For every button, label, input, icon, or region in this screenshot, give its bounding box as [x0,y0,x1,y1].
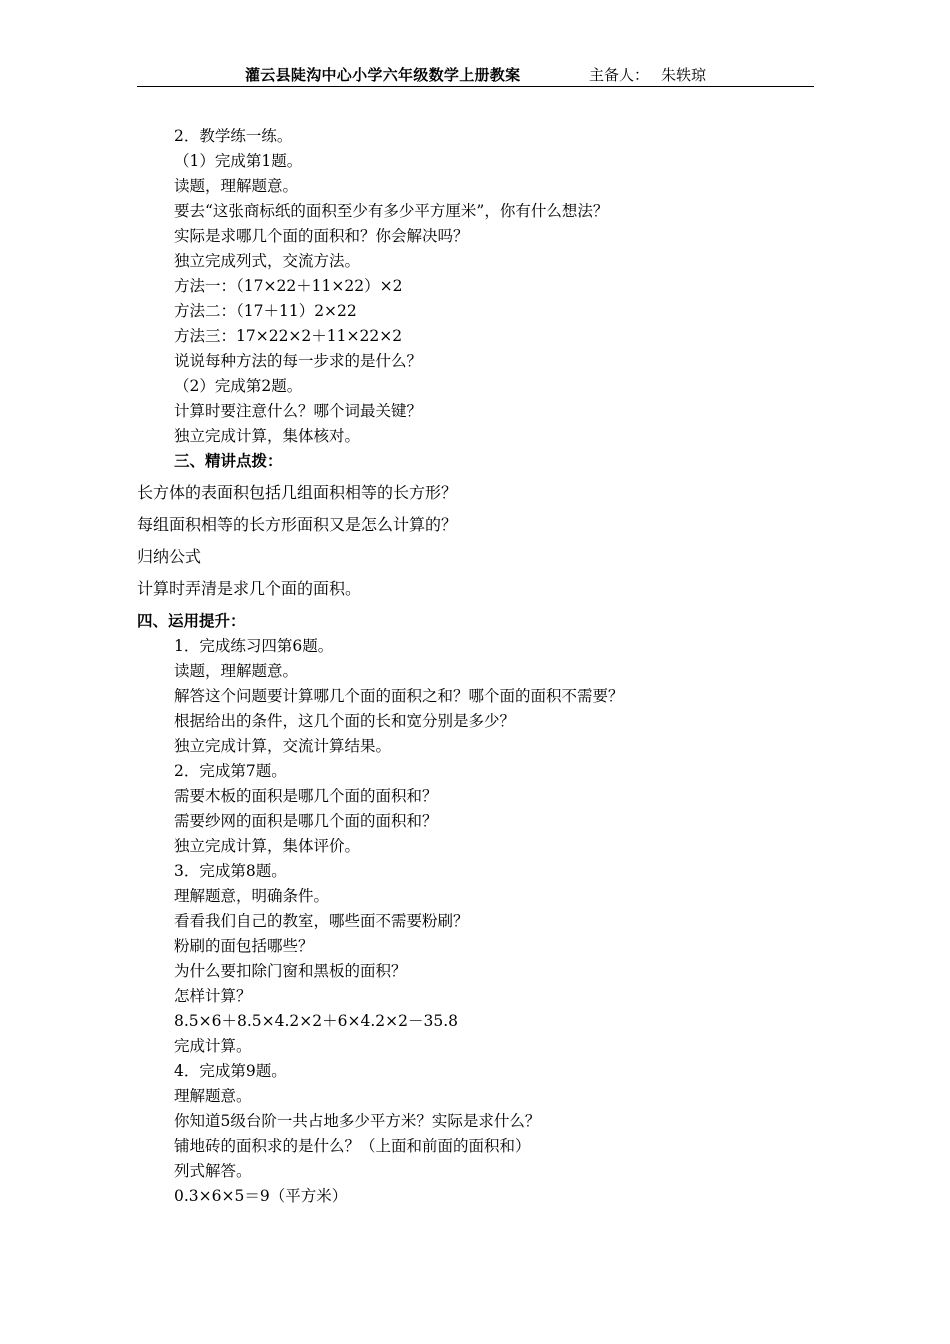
text-line: 方法二：（17＋11）2×22 [174,302,357,320]
document-title: 灌云县陡沟中心小学六年级数学上册教案 [245,66,521,84]
text-line: 看看我们自己的教室，哪些面不需要粉刷？ [174,912,469,930]
text-line: 2．教学练一练。 [174,127,293,145]
text-line: 独立完成计算，交流计算结果。 [174,737,392,755]
text-line: 长方体的表面积包括几组面积相等的长方形？ [137,483,458,502]
text-line: 为什么要扣除门窗和黑板的面积？ [174,962,407,980]
text-line: 怎样计算？ [174,987,252,1005]
text-line: 计算时弄清是求几个面的面积。 [137,579,362,598]
text-line: 理解题意，明确条件。 [174,887,330,905]
text-line: 独立完成列式，交流方法。 [174,252,361,270]
text-line: 粉刷的面包括哪些？ [174,937,314,955]
text-line: 解答这个问题要计算哪几个面的面积之和？哪个面的面积不需要？ [174,687,624,705]
text-line: 0.3×6×5＝9（平方米） [174,1187,348,1205]
author-label: 主备人： [589,66,650,84]
text-line: 理解题意。 [174,1087,252,1105]
text-line: 要去“这张商标纸的面积至少有多少平方厘米”，你有什么想法？ [174,202,609,220]
text-line: 需要纱网的面积是哪几个面的面积和？ [174,812,438,830]
text-line: 计算时要注意什么？哪个词最关键？ [174,402,423,420]
text-line: 根据给出的条件，这几个面的长和宽分别是多少？ [174,712,516,730]
text-line: 8.5×6＋8.5×4.2×2＋6×4.2×2－35.8 [174,1012,458,1030]
text-line: 列式解答。 [174,1162,252,1180]
text-line: （2）完成第2题。 [174,377,303,395]
text-line: 读题，理解题意。 [174,177,299,195]
text-line: 归纳公式 [137,547,202,566]
text-line: （1）完成第1题。 [174,152,303,170]
text-line: 完成计算。 [174,1037,252,1055]
text-line: 1．完成练习四第6题。 [174,637,334,655]
text-line: 需要木板的面积是哪几个面的面积和？ [174,787,438,805]
section-heading: 四、运用提升： [137,612,246,630]
section-heading: 三、精讲点拨： [174,452,283,470]
author-name: 朱轶琼 [661,66,707,84]
text-line: 方法三：17×22×2＋11×22×2 [174,327,403,345]
text-line: 独立完成计算，集体评价。 [174,837,361,855]
text-line: 2．完成第7题。 [174,762,287,780]
text-line: 读题，理解题意。 [174,662,299,680]
text-line: 铺地砖的面积求的是什么？（上面和前面的面积和） [174,1137,531,1155]
text-line: 独立完成计算，集体核对。 [174,427,361,445]
text-line: 你知道5级台阶一共占地多少平方米？实际是求什么？ [174,1112,541,1130]
text-line: 方法一：（17×22＋11×22）×2 [174,277,403,295]
text-line: 4．完成第9题。 [174,1062,287,1080]
text-line: 3．完成第8题。 [174,862,287,880]
text-line: 说说每种方法的每一步求的是什么？ [174,352,423,370]
text-line: 每组面积相等的长方形面积又是怎么计算的？ [137,515,458,534]
text-line: 实际是求哪几个面的面积和？你会解决吗？ [174,227,469,245]
